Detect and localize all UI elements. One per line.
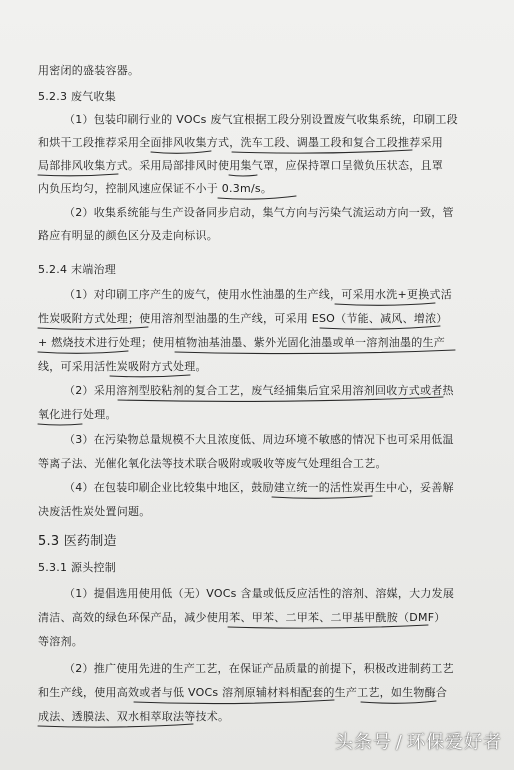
text-line: 决废活性炭处置问题。 <box>38 505 151 518</box>
text-line: 局部排风收集方式。采用局部排风时使用集气罩，应保持罩口呈微负压状态，且罩 <box>38 159 443 172</box>
watermark-separator: / <box>395 732 403 753</box>
underline-mark <box>110 375 190 377</box>
text-line: 线，可采用活性炭吸附方式处理。 <box>38 360 207 373</box>
text-line: （3）在污染物总量规模不大且浓度低、周边环境不敏感的情况下也可采用低温 <box>64 433 454 446</box>
text-line: 用密闭的盛装容器。 <box>38 64 140 77</box>
text-line: 等离子法、光催化氧化法等技术联合吸附或吸收等废气处理组合工艺。 <box>38 457 387 470</box>
underline-mark <box>361 701 436 703</box>
section-heading-5-3: 5.3 医药制造 <box>38 534 117 549</box>
section-heading-5-2-4: 5.2.4 末端治理 <box>38 263 116 276</box>
underline-mark <box>272 496 372 498</box>
underline-mark <box>38 327 148 329</box>
text-line: 和生产线，使用高效或者与低 VOCs 溶剂原辅材料相配套的生产工艺，如生物酶合 <box>38 686 448 699</box>
section-heading-5-3-1: 5.3.1 源头控制 <box>38 561 116 574</box>
underline-mark <box>151 151 211 153</box>
underline-mark <box>320 326 440 329</box>
watermark-account: 环保爱好者 <box>407 732 502 753</box>
underline-mark <box>218 196 296 199</box>
text-line: 等溶剂。 <box>38 635 83 648</box>
text-line: 路应有明显的颜色区分及走向标识。 <box>38 229 218 242</box>
text-line: （1）提倡选用使用低（无）VOCs 含量或低反应活性的溶剂、溶媒，大力发展 <box>64 587 455 600</box>
text-line: 清洁、高效的绿色环保产品，减少使用苯、甲苯、二甲苯、二甲基甲酰胺（DMF） <box>38 611 446 624</box>
underline-mark <box>38 724 193 727</box>
watermark-source: 头条号 <box>334 732 392 753</box>
text-line: （2）采用溶剂型胶粘剂的复合工艺，废气经捕集后宜采用溶剂回收方式或者热 <box>64 384 454 397</box>
underline-mark <box>134 700 334 704</box>
underline-mark <box>38 174 118 176</box>
text-line: （1）包装印刷行业的 VOCs 废气宜根据工段分别设置废气收集系统，印刷工段 <box>64 113 458 126</box>
text-line: （2）收集系统能与生产设备同步启动，集气方向与污染气流运动方向一致，管 <box>64 206 454 219</box>
text-line: （4）在包装印刷企业比较集中地区，鼓励建立统一的活性炭再生中心，妥善解 <box>64 481 454 494</box>
text-line: （1）对印刷工序产生的废气，使用水性油墨的生产线，可采用水洗+更换式活 <box>64 288 452 301</box>
section-heading-5-2-3: 5.2.3 废气收集 <box>38 90 116 103</box>
text-line: 和烘干工段推荐采用全面排风收集方式，洗车工段、调墨工段和复合工段推荐采用 <box>38 136 443 149</box>
underline-mark <box>335 303 435 305</box>
text-line: + 燃烧技术进行处理；使用植物油基油墨、紫外光固化油墨或单一溶剂油墨的生产 <box>38 336 445 349</box>
underline-mark <box>229 175 257 176</box>
underline-mark <box>228 625 428 628</box>
underline-mark <box>38 424 82 425</box>
text-line: 性炭吸附方式处理；使用溶剂型油墨的生产线，可采用 ESO（节能、减风、增浓） <box>38 312 448 325</box>
text-line: 成法、透膜法、双水相萃取法等技术。 <box>38 710 230 723</box>
text-line: 氧化进行处理。 <box>38 408 117 421</box>
text-line: 内负压均匀，控制风速应保证不小于 0.3m/s。 <box>38 182 273 195</box>
underline-mark <box>175 350 455 354</box>
watermark <box>335 728 502 754</box>
underline-mark <box>38 351 128 353</box>
underline-mark <box>232 150 412 153</box>
text-line: （2）推广使用先进的生产工艺，在保证产品质量的前提下，积极改进制药工艺 <box>64 662 454 675</box>
